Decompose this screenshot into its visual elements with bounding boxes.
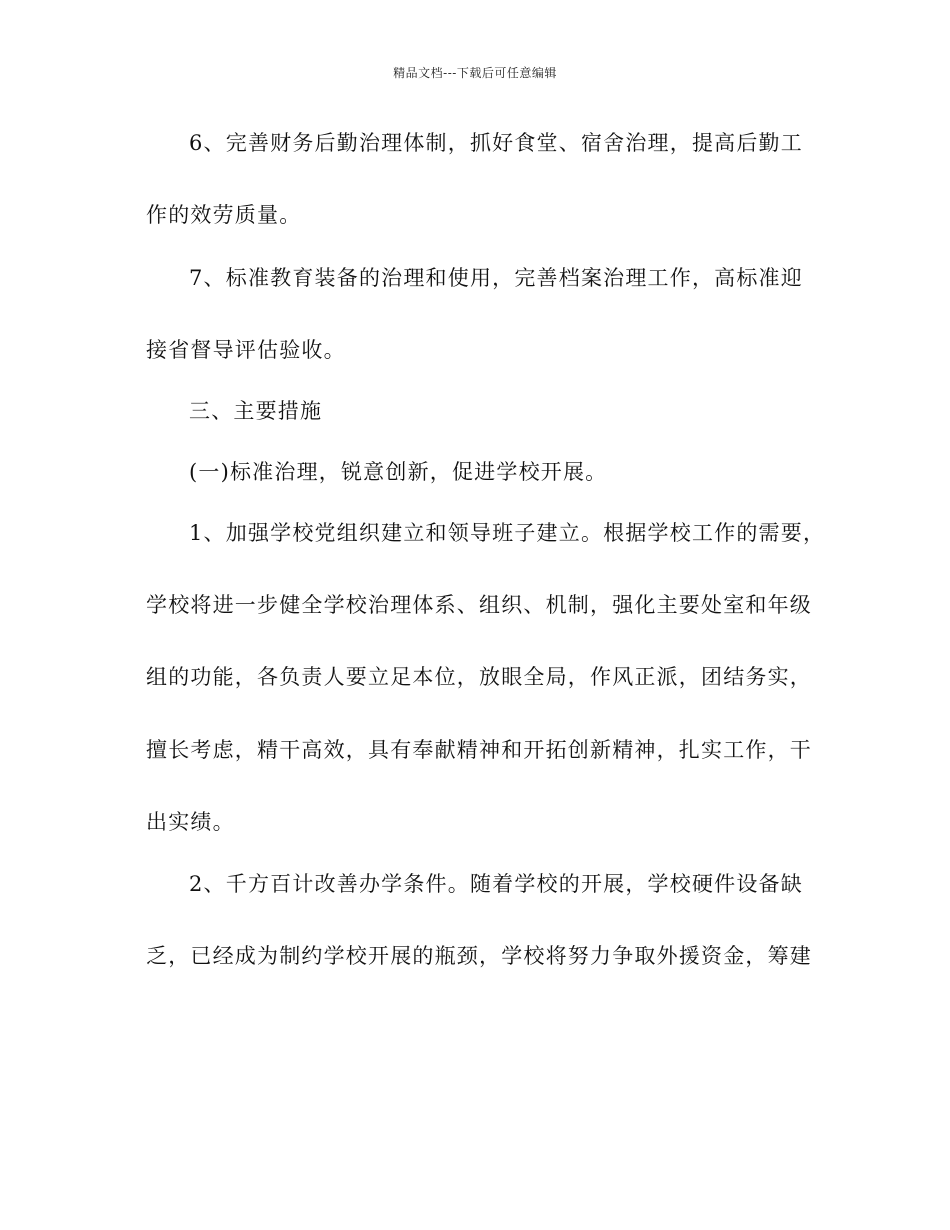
paragraph-line: 7、标准教育装备的治理和使用，完善档案治理工作，高标准迎 — [189, 266, 803, 290]
paragraph-line: 组的功能，各负责人要立足本位，放眼全局，作风正派，团结务实， — [146, 665, 812, 689]
subsection-heading: (一)标准治理，锐意创新，促进学校开展。 — [189, 460, 608, 484]
section-heading: 三、主要措施 — [189, 399, 323, 423]
paragraph-line: 2、千方百计改善办学条件。随着学校的开展，学校硬件设备缺 — [189, 872, 803, 896]
paragraph-line: 1、加强学校党组织建立和领导班子建立。根据学校工作的需要， — [189, 521, 826, 545]
paragraph-line: 擅长考虑，精干高效，具有奉献精神和开拓创新精神，扎实工作，干 — [146, 738, 812, 762]
paragraph-line: 作的效劳质量。 — [146, 203, 302, 227]
paragraph-line: 接省督导评估验收。 — [146, 338, 346, 362]
paragraph-line: 学校将进一步健全学校治理体系、组织、机制，强化主要处室和年级 — [146, 593, 812, 617]
paragraph-line: 乏，已经成为制约学校开展的瓶颈，学校将努力争取外援资金，筹建 — [146, 944, 812, 968]
page-header: 精品文档---下载后可任意编辑 — [393, 66, 557, 80]
paragraph-line: 出实绩。 — [146, 810, 235, 834]
paragraph-line: 6、完善财务后勤治理体制，抓好食堂、宿舍治理，提高后勤工 — [189, 131, 803, 155]
